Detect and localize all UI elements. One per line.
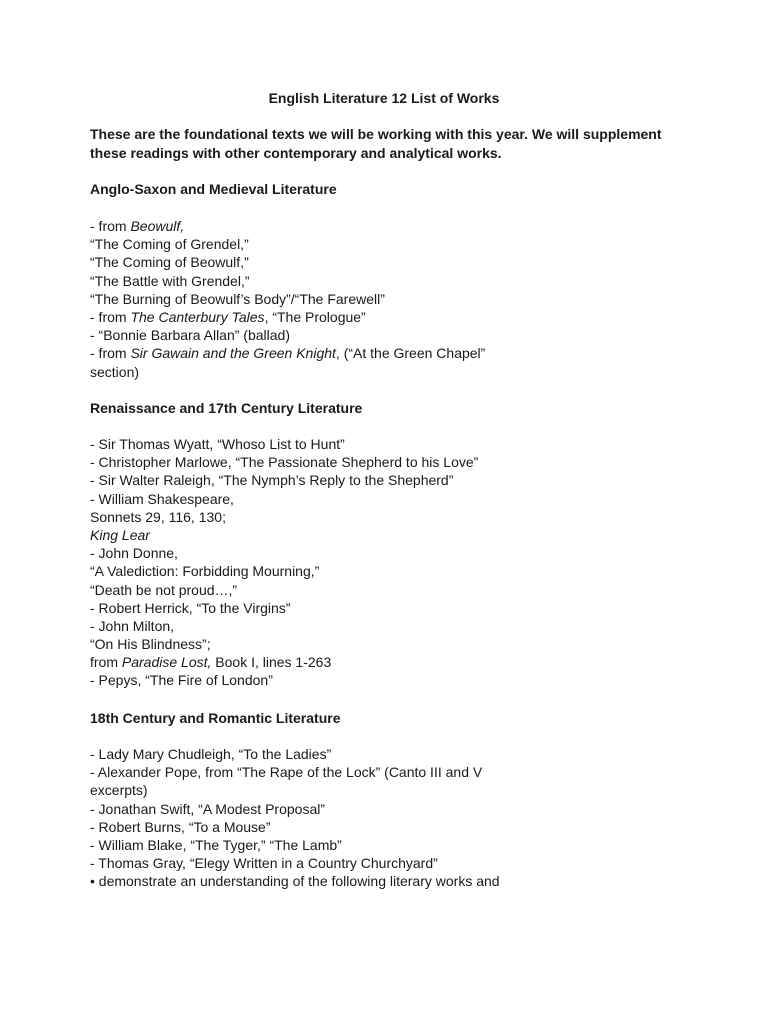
- list-item: - Alexander Pope, from “The Rape of the Lock” (Canto III and V excerpts): [90, 764, 483, 799]
- section-heading-renaissance: Renaissance and 17th Century Literature: [90, 400, 363, 416]
- list-item: - Christopher Marlowe, “The Passionate Shepherd to his Love”: [90, 454, 479, 471]
- list-item: - from The Canterbury Tales, “The Prologue”: [90, 308, 366, 325]
- list-item: from Paradise Lost, Book I, lines 1-263: [90, 654, 332, 671]
- list-item: - “Bonnie Barbara Allan” (ballad): [90, 327, 290, 344]
- list-item: • demonstrate an understanding of the following literary works and: [90, 873, 500, 890]
- list-item: - William Blake, “The Tyger,” “The Lamb”: [90, 836, 342, 853]
- document-title: English Literature 12 List of Works: [268, 90, 500, 106]
- section-heading-medieval: Anglo-Saxon and Medieval Literature: [90, 181, 337, 197]
- list-item: “Death be not proud…,”: [90, 581, 238, 598]
- section-list-romantic: [90, 745, 690, 891]
- list-item: - William Shakespeare,: [90, 490, 234, 507]
- list-item: - from Sir Gawain and the Green Knight, (“At the Green Chapel” section): [90, 345, 486, 380]
- list-item: King Lear: [90, 526, 150, 543]
- section-heading-romantic: 18th Century and Romantic Literature: [90, 710, 341, 726]
- list-item: - Sir Walter Raleigh, “The Nymph’s Reply to the Shepherd”: [90, 472, 454, 489]
- list-item: “The Coming of Grendel,”: [90, 236, 249, 253]
- list-item: - Thomas Gray, “Elegy Written in a Country Churchyard”: [90, 855, 438, 872]
- list-item: - Robert Herrick, “To the Virgins”: [90, 599, 291, 616]
- list-item: - John Donne,: [90, 545, 178, 562]
- list-item: - Robert Burns, “To a Mouse”: [90, 818, 271, 835]
- list-item: - John Milton,: [90, 617, 175, 634]
- list-item: “The Coming of Beowulf,”: [90, 254, 249, 271]
- list-item: - Jonathan Swift, “A Modest Proposal”: [90, 800, 325, 817]
- list-item: Sonnets 29, 116, 130;: [90, 508, 226, 525]
- list-item: “The Burning of Beowulf’s Body”/“The Farewell”: [90, 290, 385, 307]
- list-item: - Sir Thomas Wyatt, “Whoso List to Hunt”: [90, 436, 345, 452]
- section-list-medieval: [90, 217, 690, 381]
- list-item: “A Valediction: Forbidding Mourning,”: [90, 563, 320, 580]
- list-item: “The Battle with Grendel,”: [90, 272, 250, 289]
- list-item: “On His Blindness”;: [90, 636, 211, 653]
- list-item: - from Beowulf,: [90, 218, 185, 234]
- list-item: - Pepys, “The Fire of London”: [90, 672, 273, 689]
- section-list-renaissance: [90, 435, 690, 690]
- list-item: - Lady Mary Chudleigh, “To the Ladies”: [90, 746, 332, 762]
- intro-paragraph: These are the foundational texts we will be working with this year. We will supplement these readings with other contemporary and analytical works.: [90, 126, 662, 161]
